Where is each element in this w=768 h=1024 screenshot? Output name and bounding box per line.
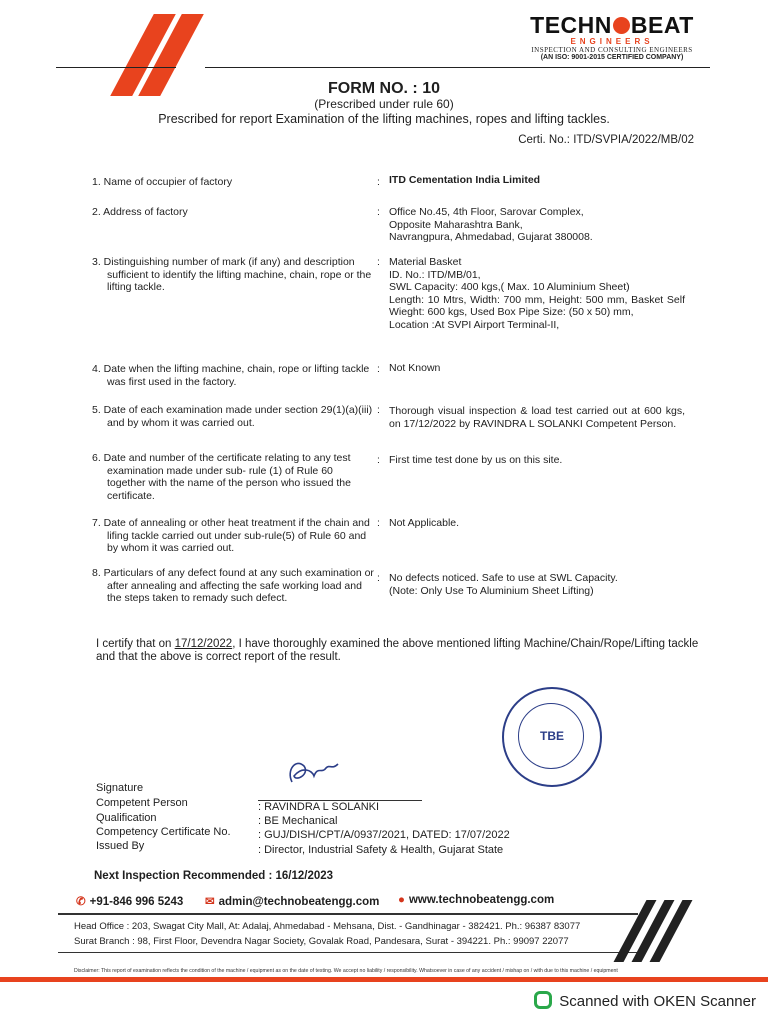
form-title: FORM NO. : 10 [327, 80, 440, 97]
item-question: 6. Date and number of the certificate relating to any test examination made under sub- rule (1) of Rule 60 together with the name of the person who issued the certificate. [92, 452, 351, 502]
company-tagline: INSPECTION AND CONSULTING ENGINEERS [531, 46, 693, 54]
competency-certificate-label: Competency Certificate No. [96, 826, 231, 838]
form-description: Prescribed for report Examination of the lifting machines, ropes and lifting tackles. [158, 112, 610, 126]
footer-rule [58, 952, 638, 953]
qualification-value: : BE Mechanical [258, 815, 338, 827]
certification-statement: I certify that on 17/12/2022, I have thoroughly examined the above mentioned lifting Machine/Chain/Rope/Lifting tackle and that the above is correct report of the result. [96, 638, 699, 663]
email-contact: ✉ admin@technobeatengg.com [205, 896, 380, 908]
website-contact: ● www.technobeatengg.com [398, 894, 555, 906]
company-logo [512, 12, 712, 61]
item-answer: First time test done by us on this site. [389, 454, 563, 466]
item-colon: : [377, 572, 380, 584]
handwritten-signature [282, 752, 342, 792]
next-inspection: Next Inspection Recommended : 16/12/2023 [94, 870, 334, 882]
signature-label: Signature [96, 782, 144, 794]
company-name: TECHN BEAT [530, 12, 694, 38]
company-subtitle: ENGINEERS [570, 37, 654, 46]
item-colon: : [377, 454, 380, 466]
disclaimer: Disclaimer: This report of examination reflects the condition of the machine / equipment as on the date of testing. We accept no liability / responsibility. Whatsoever in case of any accident / mishap on / with due to this machine / equipment [74, 968, 618, 974]
item-answer: Material Basket ID. No.: ITD/MB/01, SWL Capacity: 400 kgs,( Max. 10 Aluminium Sheet) Length: 10 Mtrs, Width: 700 mm, Height: 500 mm, Basket Self Wieght: 600 kgs, Used Box Pipe Size: (50 x 50) mm, Location :At SVPI Airport Terminal-II, [389, 256, 685, 331]
iso-certification: (AN ISO: 9001-2015 CERTIFIED COMPANY) [540, 54, 684, 61]
email-icon: ✉ [205, 896, 215, 908]
item-colon: : [377, 517, 380, 529]
item-question: 8. Particulars of any defect found at any such examination or after annealing and affecting the safe working load and the steps taken to remady such defect. [92, 567, 374, 604]
item-answer: Not Applicable. [389, 517, 460, 529]
logo-orb-icon [613, 17, 630, 34]
item-answer: Thorough visual inspection & load test carried out at 600 kgs, on 17/12/2022 by RAVINDRA L SOLANKI Competent Person. [389, 405, 685, 430]
phone-icon: ✆ [76, 896, 86, 908]
footer-accent-bar [0, 977, 768, 982]
item-answer: Office No.45, 4th Floor, Sarovar Complex, Opposite Maharashtra Bank, Navrangpura, Ahmedabad, Gujarat 380008. [389, 206, 593, 243]
qualification-label: Qualification [96, 812, 157, 824]
item-question: 5. Date of each examination made under section 29(1)(a)(iii) and by whom it was carried out. [92, 404, 373, 429]
company-seal [502, 687, 602, 787]
head-office-address: Head Office : 203, Swagat City Mall, At: Adalaj, Ahmedabad - Mehsana, Dist. - Gandhinagar - 382421. Ph.: 96387 83077 [74, 921, 581, 932]
item-colon: : [377, 363, 380, 375]
item-question: 1. Name of occupier of factory [92, 176, 233, 188]
globe-icon: ● [398, 894, 405, 906]
item-colon: : [377, 176, 380, 188]
competent-person-value: : RAVINDRA L SOLANKI [258, 801, 380, 813]
header-rule-left [56, 67, 176, 68]
issued-by-label: Issued By [96, 840, 145, 852]
scanner-logo-icon [534, 991, 552, 1009]
item-answer: ITD Cementation India Limited [389, 174, 541, 186]
competency-certificate-value: : GUJ/DISH/CPT/A/0937/2021, DATED: 17/07/2022 [258, 829, 510, 841]
item-question: 2. Address of factory [92, 206, 188, 218]
footer-rule [58, 913, 638, 915]
certification-date: 17/12/2022 [174, 638, 233, 650]
item-question: 3. Distinguishing number of mark (if any) and description sufficient to identify the lifting machine, chain, rope or the lifting tackle. [92, 256, 372, 293]
certificate-number: Certi. No.: ITD/SVPIA/2022/MB/02 [518, 134, 694, 146]
scanner-watermark: Scanned with OKEN Scanner [534, 991, 756, 1010]
item-colon: : [377, 206, 380, 218]
item-answer: Not Known [389, 362, 441, 374]
competent-person-label: Competent Person [96, 797, 188, 809]
surat-branch-address: Surat Branch : 98, First Floor, Devendra Nagar Society, Govalak Road, Pandesara, Surat - 394221. Ph.: 99097 22077 [74, 936, 569, 947]
seal-center-text: TBE [540, 729, 564, 743]
header-rule-right [205, 67, 710, 68]
phone-contact: ✆ +91-846 996 5243 [76, 896, 184, 908]
item-colon: : [377, 404, 380, 416]
item-question: 4. Date when the lifting machine, chain, rope or lifting tackle was first used in the factory. [92, 363, 370, 388]
item-colon: : [377, 256, 380, 268]
issued-by-value: : Director, Industrial Safety & Health, Gujarat State [258, 844, 504, 856]
form-rule: (Prescribed under rule 60) [314, 97, 454, 111]
item-answer: No defects noticed. Safe to use at SWL Capacity. (Note: Only Use To Aluminium Sheet Lifting) [389, 572, 618, 597]
item-question: 7. Date of annealing or other heat treatment if the chain and lifing tackle carried out under sub-rule(5) of Rule 60 and by whom it was carried out. [92, 517, 370, 554]
